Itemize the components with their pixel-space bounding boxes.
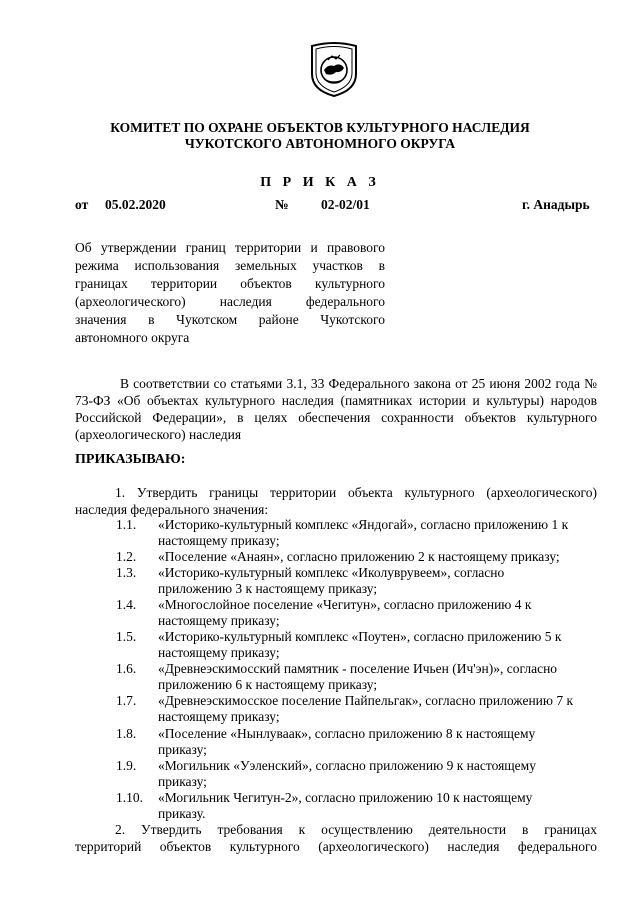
- item-2-paragraph-line2: территорий объектов культурного (археологического) наследия федерального: [75, 839, 597, 854]
- subitem-text: «Древнеэскимосское поселение Пайпельгак», согласно приложению 7 к: [158, 693, 574, 708]
- subitem-text-cont: настоящему приказу;: [158, 613, 280, 628]
- subject-line: (археологического) наследия федерального: [75, 294, 385, 309]
- subject-line: автономного округа: [75, 330, 190, 345]
- organization-name-line1: КОМИТЕТ ПО ОХРАНЕ ОБЪЕКТОВ КУЛЬТУРНОГО НАСЛЕДИЯ: [110, 120, 530, 135]
- item-1-paragraph: 1. Утвердить границы территории объекта культурного (археологического) наследия федерального значения:: [75, 485, 597, 517]
- subitem-number: 1.10.: [116, 790, 143, 805]
- number-sign: №: [275, 197, 289, 212]
- subitem-number: 1.4.: [116, 597, 137, 612]
- subject-line: границах территории объектов культурного: [75, 276, 385, 291]
- order-date: 05.02.2020: [105, 197, 166, 212]
- subitem-number: 1.1.: [116, 517, 137, 532]
- item-2-paragraph-line1: 2. Утвердить требования к осуществлению деятельности в границах: [115, 822, 597, 837]
- order-subject: [75, 239, 385, 347]
- subitem-text-cont: приказу.: [158, 806, 206, 821]
- document-title: П Р И К А З: [260, 175, 380, 190]
- subitem-text-cont: настоящему приказу;: [158, 645, 280, 660]
- subitem-text-cont: приказу;: [158, 774, 207, 789]
- subitem-text: «Могильник «Уэленский», согласно приложению 9 к настоящему: [158, 758, 536, 773]
- order-place: г. Анадырь: [522, 197, 590, 212]
- subject-line: значения в Чукотском районе Чукотского: [75, 312, 385, 327]
- subitem-number: 1.7.: [116, 693, 137, 708]
- subitem-number: 1.5.: [116, 629, 137, 644]
- order-number: 02-02/01: [321, 197, 370, 212]
- subitem-text-cont: настоящему приказу;: [158, 709, 280, 724]
- subitem-text: «Поселение «Нынлуваак», согласно приложению 8 к настоящему: [158, 726, 536, 741]
- subitem-text: «Могильник Чегитун-2», согласно приложению 10 к настоящему: [158, 790, 533, 805]
- subitem-text: «Историко-культурный комплекс «Поутен», согласно приложению 5 к: [158, 629, 562, 644]
- subject-line: Об утверждении границ территории и правового: [75, 240, 385, 255]
- subitem-text-cont: приложению 3 к настоящему приказу;: [158, 581, 378, 596]
- subitem-text-cont: настоящему приказу;: [158, 533, 280, 548]
- subitem-number: 1.2.: [116, 549, 137, 564]
- subitem-number: 1.9.: [116, 758, 137, 773]
- subitem-text: «Многослойное поселение «Чегитун», согласно приложению 4 к: [158, 597, 532, 612]
- date-prefix: от: [75, 197, 89, 212]
- coat-of-arms-emblem: [308, 40, 360, 98]
- organization-name-line2: ЧУКОТСКОГО АВТОНОМНОГО ОКРУГА: [184, 136, 456, 151]
- subitem-number: 1.8.: [116, 726, 137, 741]
- subitem-text: «Поселение «Анаян», согласно приложению 2 к настоящему приказу;: [158, 549, 560, 564]
- subitem-text: «Древнеэскимосский памятник - поселение Ичьен (Ич'эн)», согласно: [158, 661, 558, 676]
- order-directive-heading: ПРИКАЗЫВАЮ:: [75, 452, 186, 467]
- subject-line: режима использования земельных участков в: [75, 258, 385, 273]
- subitem-text: «Историко-культурный комплекс «Иколуврувеем», согласно: [158, 565, 505, 580]
- subitem-text: «Историко-культурный комплекс «Яндогай», согласно приложению 1 к: [158, 517, 569, 532]
- subitem-number: 1.6.: [116, 661, 137, 676]
- subitem-text-cont: приказу;: [158, 742, 207, 757]
- preamble-paragraph: В соответствии со статьями 3.1, 33 Федерального закона от 25 июня 2002 года № 73-ФЗ «Об объектах культурного наследия (памятниках истории и культуры) народов Российской Федерации», в целях обеспечения сохранности объектов культурного (археологического) наследия: [75, 376, 597, 442]
- subitem-text-cont: приложению 6 к настоящему приказу;: [158, 677, 378, 692]
- subitem-number: 1.3.: [116, 565, 137, 580]
